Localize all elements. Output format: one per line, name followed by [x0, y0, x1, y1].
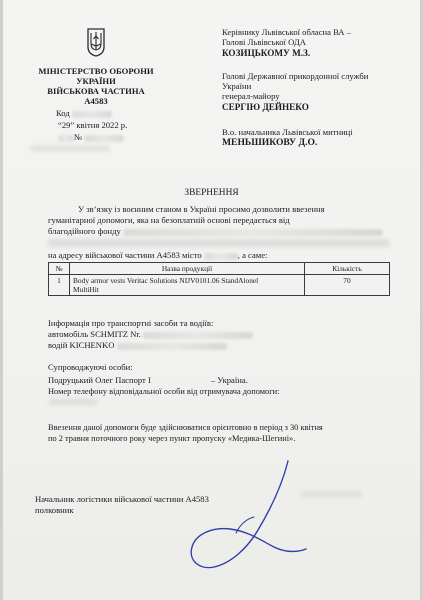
recipient-line-2: Голові Львівської ОДА [222, 37, 306, 47]
recipient-line-3: Голові Державної прикордонної служби [222, 71, 369, 81]
redacted-line [48, 399, 98, 405]
col-name-header: Назва продукції [70, 263, 305, 275]
escort-heading: Супроводжуючі особи: [48, 362, 133, 372]
code-label: Код [56, 108, 112, 118]
signature-title-1: Начальник логістики військової частини А4583 [35, 494, 209, 504]
appeal-line-3: благодійного фонду [48, 226, 383, 236]
transport-driver: водій KICHENKO [48, 340, 227, 350]
ministry-line-1: МІНІСТЕРСТВО ОБОРОНИ [38, 66, 154, 76]
col-number-header: № [49, 263, 70, 275]
row-name-line-2: MultiHit [73, 285, 99, 294]
redacted-line [30, 146, 110, 151]
letter-number: № [58, 132, 124, 142]
appeal-line-5: на адресу військової частини А4583 місто , а саме: [48, 250, 268, 260]
ministry-line-4: А4583 [84, 96, 108, 106]
col-qty-header: Кількість [305, 263, 390, 275]
recipient-line-5: генерал-майору [222, 91, 280, 101]
recipient-line-4: України [222, 81, 252, 91]
recipient-line-1: Керівнику Львівської обласна ВА – [222, 27, 351, 37]
recipient-name-2: СЕРГІЮ ДЕЙНЕКО [222, 102, 309, 112]
table-header-row [49, 263, 390, 275]
handwritten-signature [170, 455, 320, 575]
transport-heading: Інформація про транспортні засоби та водіїв: [48, 318, 214, 328]
appeal-line-1: У зв’язку із воєнним станом в Україні просимо дозволити ввезення [78, 204, 325, 214]
signature-title-2: полковник [35, 505, 74, 515]
escort-phone: Номер телефону відповідальної особи від отримувача допомоги: [48, 387, 280, 396]
escort-person: Подруцький Олег Паспорт І – Україна. [48, 375, 248, 385]
table-row [49, 275, 390, 296]
closing-line-1: Ввезення даної допомоги буде здійснюватися орієнтовно в період з 30 квітня [48, 423, 323, 432]
row-name [70, 275, 305, 296]
recipient-name-1: КОЗИЦЬКОМУ М.З. [222, 48, 311, 58]
recipient-name-3: МЕНЬШИКОВУ Д.О. [222, 137, 318, 148]
row-qty: 70 [305, 275, 390, 296]
row-name-line-1: Body armor vests Veritac Solutions NIJV0101.06 StandAlonel [73, 276, 259, 285]
letter-date: “29” квітня 2022 р. [58, 120, 128, 130]
ministry-line-2: УКРАЇНИ [76, 76, 116, 86]
row-number: 1 [49, 275, 70, 296]
scan-edge-left [0, 0, 3, 600]
trident-emblem-icon [86, 27, 106, 57]
recipient-line-6: В.о. начальника Львівської митниці [222, 127, 353, 137]
redacted-line [48, 239, 390, 247]
closing-line-2: по 2 травня поточного року через пункт пропуску «Медика-Шегині». [48, 434, 296, 443]
transport-vehicle: автомобіль SCHMITZ Nr. [48, 329, 253, 339]
products-table [48, 262, 390, 296]
appeal-title: ЗВЕРНЕННЯ [184, 188, 239, 198]
appeal-line-2: гуманітарної допомоги, яка на безоплатній основі передається від [48, 215, 290, 225]
ministry-line-3: ВІЙСЬКОВА ЧАСТИНА [47, 86, 145, 96]
